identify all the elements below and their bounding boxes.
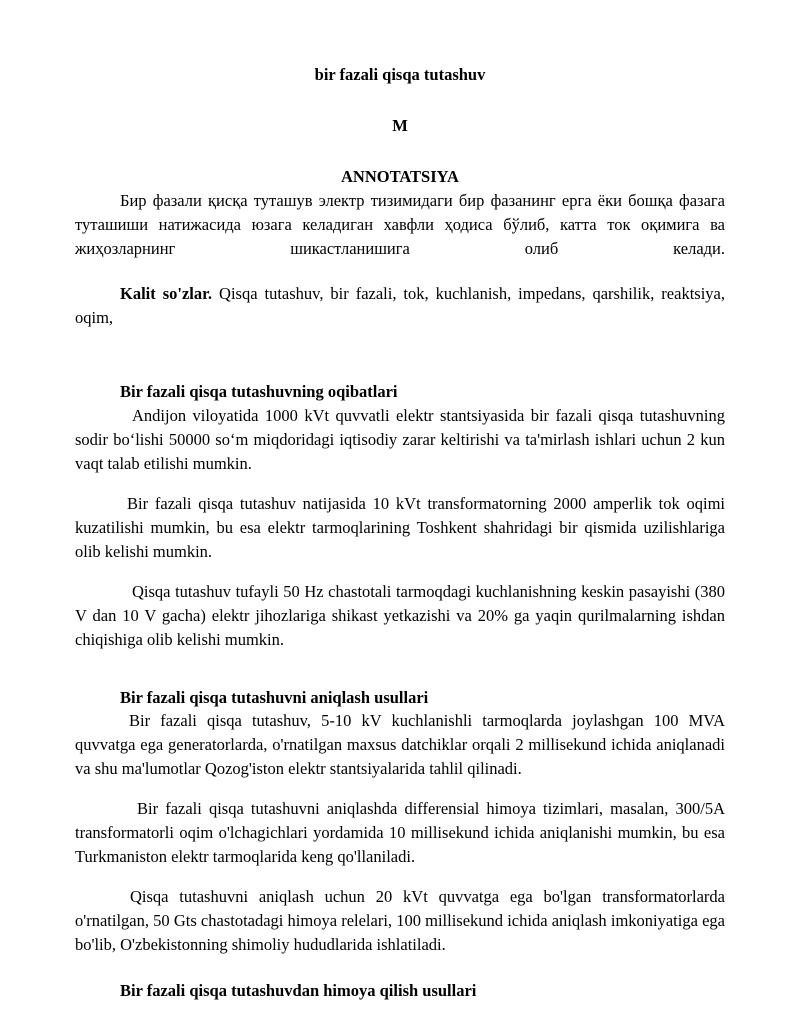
- paragraph-consequences-3: Qisqa tutashuv tufayli 50 Hz chastotali tarmoqdagi kuchlanishning keskin pasayishi (380 V dan 10 V gacha) elektr jihozlariga shikast yetkazishi va 20% ga yaqin qurilmalarning ishdan chiqishiga olib kelishi mumkin.: [75, 582, 725, 649]
- paragraph-detection-1: Bir fazali qisqa tutashuv, 5-10 kV kuchlanishli tarmoqlarda joylashgan 100 MVA quvvatga ega generatorlarda, o'rnatilgan maxsus datchiklar orqali 2 millisekund ichida aniqlanadi va shu ma'lumotlar Qozog'iston elektr stantsiyalarida tahlil qilinadi.: [75, 711, 725, 778]
- document-title: bir fazali qisqa tutashuv: [314, 65, 486, 84]
- keywords-label: Kalit so'zlar.: [120, 284, 213, 303]
- author-initial: M: [392, 116, 408, 135]
- paragraph-detection-3: Qisqa tutashuvni aniqlash uchun 20 kVt quvvatga ega bo'lgan transformatorlarda o'rnatilgan, 50 Gts chastotadagi himoya relelari, 100 millisekund ichida aniqlash imkoniyatiga ega bo'lib, O'zbekistonning shimoliy hududlarida ishlatiladi.: [75, 887, 725, 954]
- paragraph-detection-2: Bir fazali qisqa tutashuvni aniqlashda differensial himoya tizimlari, masalan, 300/5A transformatorli oqim o'lchagichlari yordamida 10 millisekund ichida aniqlanishi mumkin, bu esa Turkmaniston elektr tarmoqlarida keng qo'llaniladi.: [75, 799, 725, 866]
- annotation-text: Бир фазали қисқа туташув электр тизимидаги бир фазанинг ерга ёки бошқа фазага туташиши натижасида юзага келадиган хавфли ҳодиса бўлиб, катта ток оқимига ва жиҳозларнинг шикастланишига олиб келади.: [75, 191, 725, 258]
- section-heading-detection: Bir fazali qisqa tutashuvni aniqlash usullari: [120, 688, 429, 707]
- section-heading-protection: Bir fazali qisqa tutashuvdan himoya qilish usullari: [120, 981, 477, 1000]
- section-heading-consequences: Bir fazali qisqa tutashuvning oqibatlari: [120, 382, 398, 401]
- keywords-paragraph: [75, 282, 725, 330]
- annotation-heading: ANNOTATSIYA: [341, 167, 459, 186]
- paragraph-consequences-1: Andijon viloyatida 1000 kVt quvvatli elektr stantsiyasida bir fazali qisqa tutashuvning sodir boʻlishi 50000 soʻm miqdoridagi iqtisodiy zarar keltirishi va ta'mirlash ishlari uchun 2 kun vaqt talab etilishi mumkin.: [75, 406, 725, 473]
- paragraph-consequences-2: Bir fazali qisqa tutashuv natijasida 10 kVt transformatorning 2000 amperlik tok oqimi kuzatilishi mumkin, bu esa elektr tarmoqlarining Toshkent shahridagi bir qismida uzilishlariga olib kelishi mumkin.: [75, 494, 725, 561]
- keywords-text: Qisqa tutashuv, bir fazali, tok, kuchlanish, impedans, qarshilik, reaktsiya, oqim,: [75, 284, 725, 327]
